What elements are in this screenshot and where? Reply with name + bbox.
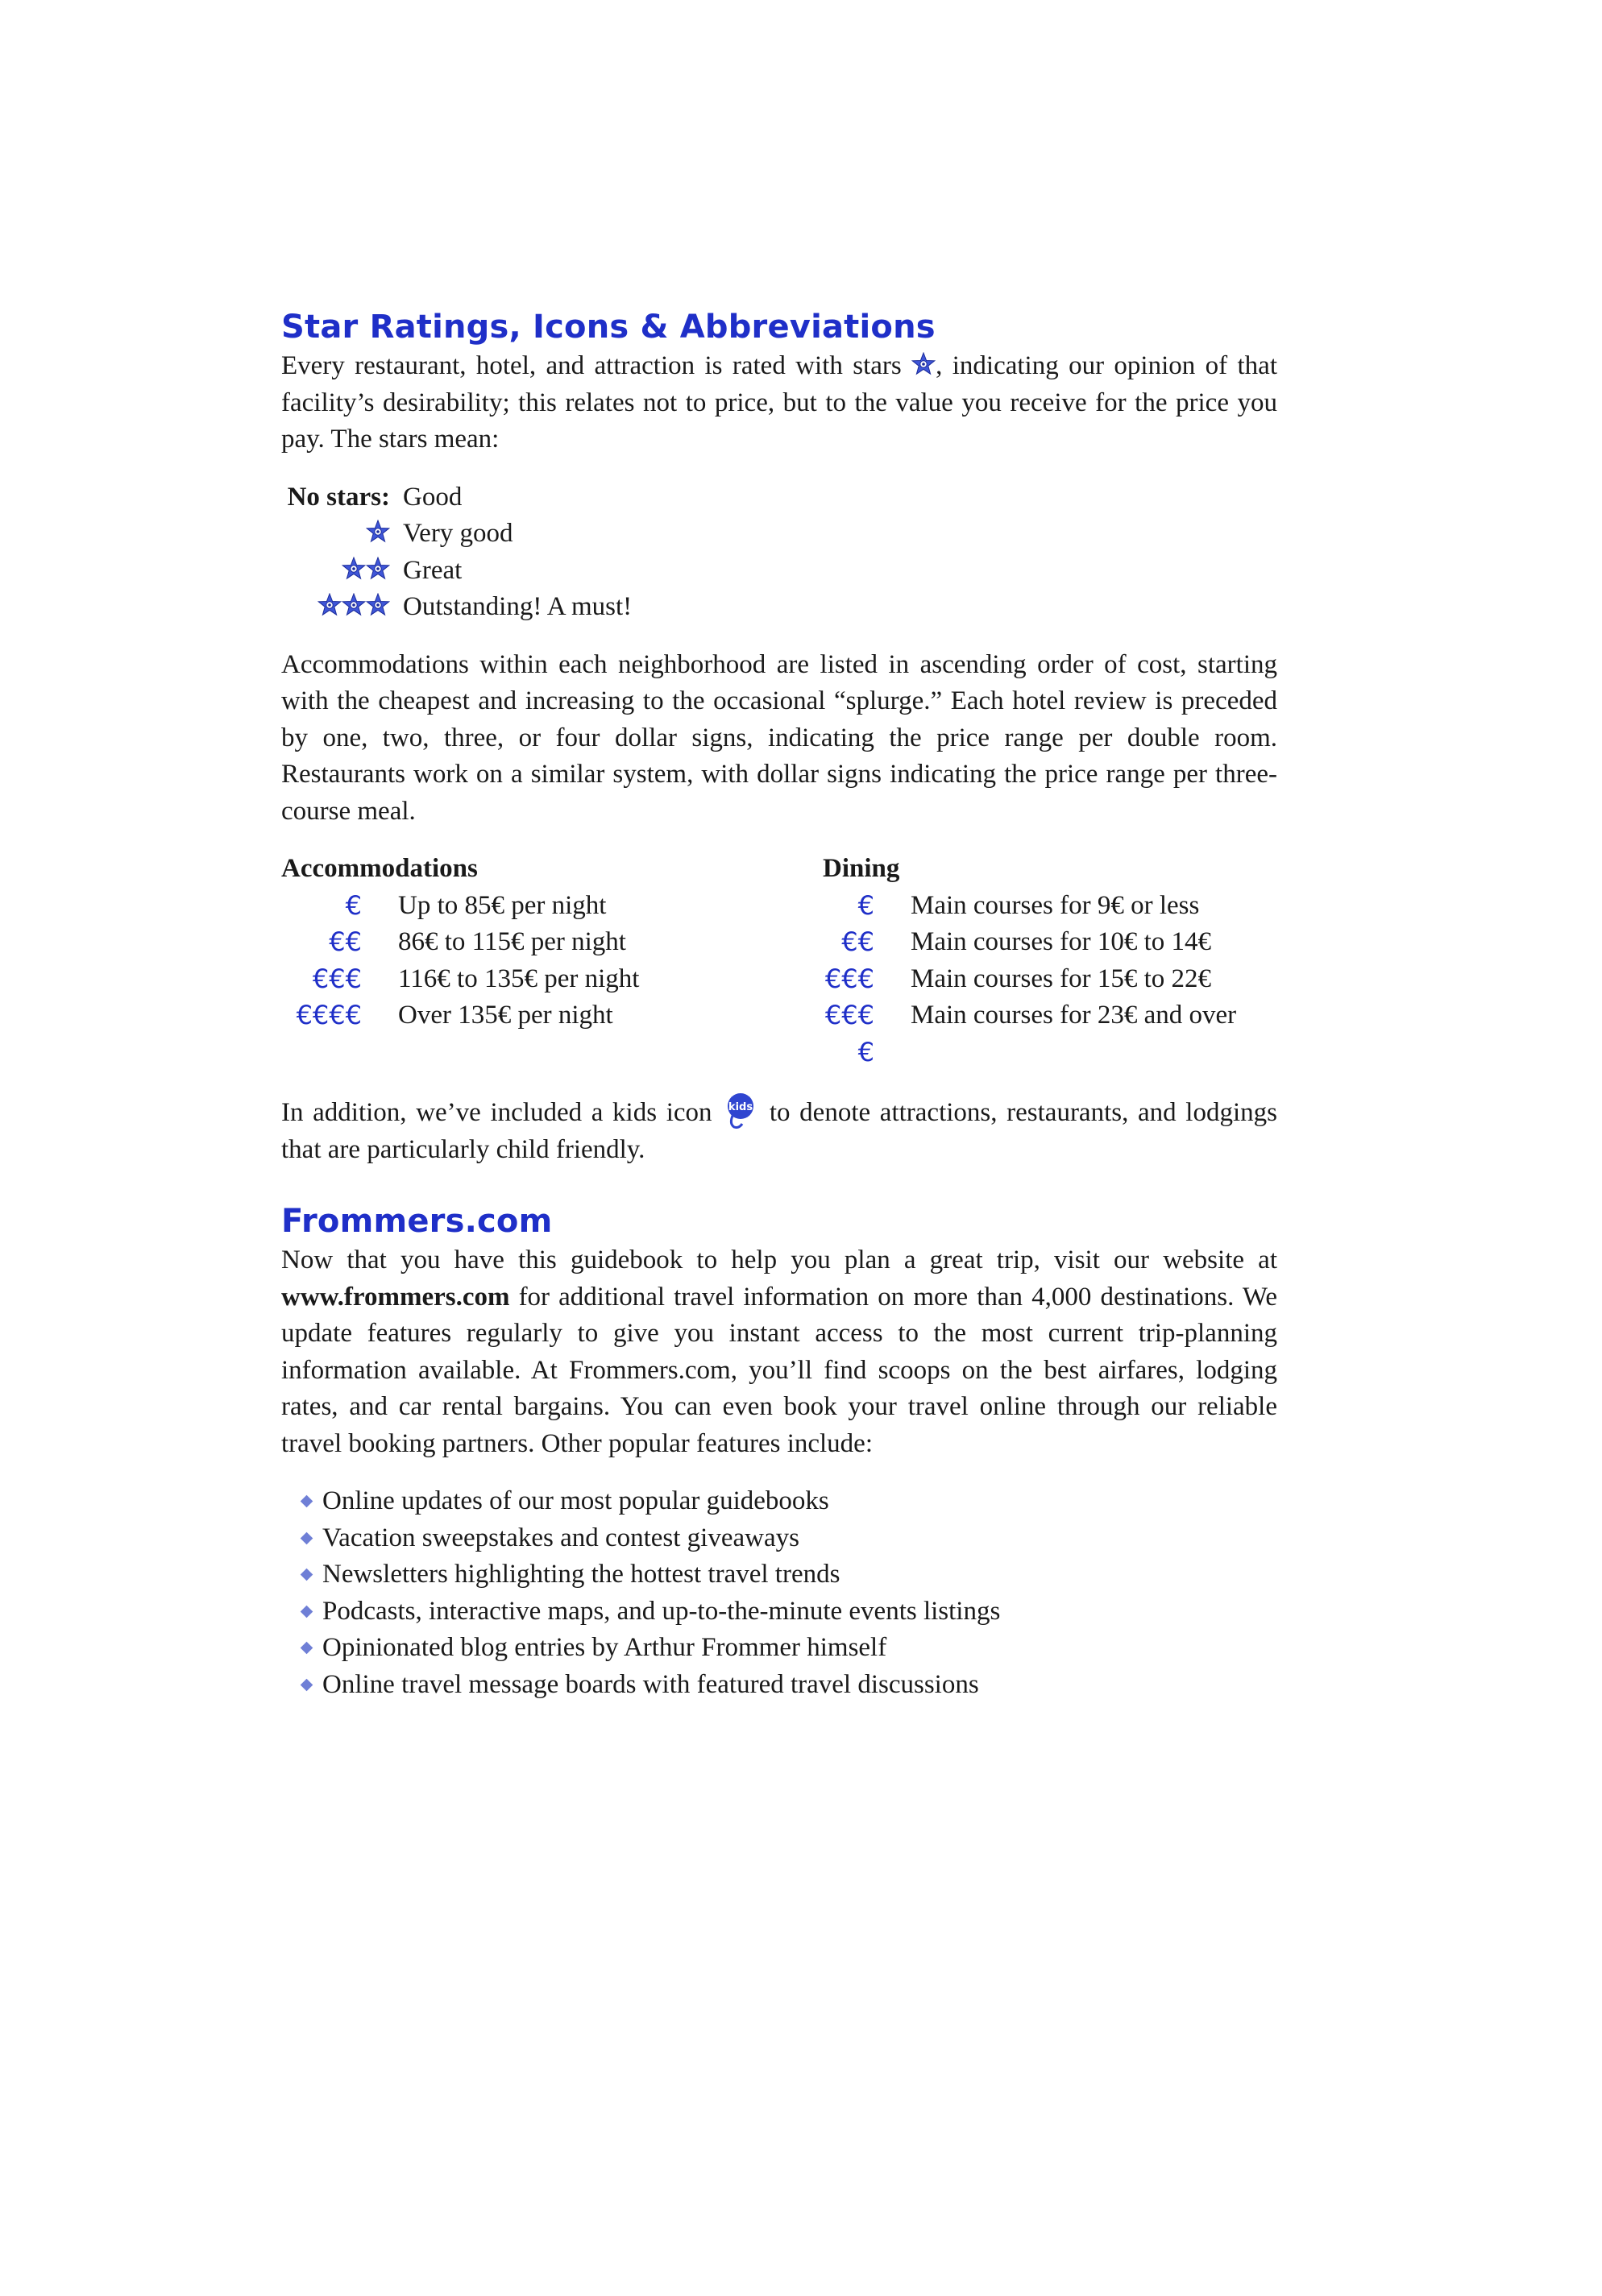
bullet-diamond-icon bbox=[301, 1531, 313, 1544]
bullet-diamond-icon bbox=[301, 1569, 313, 1581]
euro-symbol: € bbox=[857, 889, 874, 921]
euro-symbol: €€€€ bbox=[296, 1000, 362, 1030]
list-item: Vacation sweepstakes and contest giveaways bbox=[281, 1520, 1277, 1557]
price-row bbox=[823, 997, 1236, 1071]
bullet-diamond-icon bbox=[301, 1678, 313, 1691]
list-item: Online travel message boards with featured travel discussions bbox=[281, 1667, 1277, 1704]
price-text: 86€ to 115€ per night bbox=[398, 927, 626, 956]
price-text: 116€ to 135€ per night bbox=[398, 964, 640, 993]
dining-column bbox=[823, 851, 1236, 1071]
list-item: Online updates of our most popular guidebooks bbox=[281, 1483, 1277, 1520]
price-row bbox=[823, 888, 1236, 925]
rating-label: Good bbox=[403, 482, 463, 512]
price-legend bbox=[281, 851, 1277, 1071]
dining-heading: Dining bbox=[823, 854, 900, 883]
euro-symbol: €€€ bbox=[824, 963, 874, 994]
price-row bbox=[281, 924, 823, 961]
euro-symbol: €€€ bbox=[312, 963, 362, 994]
price-row bbox=[281, 888, 823, 925]
frommers-paragraph: Now that you have this guidebook to help you plan a great trip, visit our website at www.frommers.com for additional travel information on more than 4,000 destinations. We update features regularly to give you instant access to the most current trip-planning information available. At Frommers.com, you’ll find scoops on the best airfares, lodging rates, and car rental bargains. You can even book your travel online through our reliable travel booking partners. Other popular features include: bbox=[281, 1245, 1278, 1458]
accommodations-heading: Accommodations bbox=[281, 854, 478, 883]
euro-symbol: € bbox=[345, 889, 362, 921]
price-text: Main courses for 15€ to 22€ bbox=[911, 964, 1212, 993]
bullet-diamond-icon bbox=[301, 1495, 313, 1508]
euro-symbol: €€ bbox=[841, 926, 874, 957]
price-text: Main courses for 23€ and over bbox=[911, 1001, 1237, 1030]
accommodations-column bbox=[281, 851, 823, 1071]
rating-label: Outstanding! A must! bbox=[403, 592, 633, 621]
star-icon bbox=[366, 520, 390, 544]
price-text: Over 135€ per night bbox=[398, 1001, 613, 1030]
kids-icon-note: In addition, we’ve included a kids icon kids to denote attractions, restaurants, and lodgings that are particularly child friendly. bbox=[281, 1092, 1277, 1168]
star-icon bbox=[911, 352, 936, 376]
price-text: Main courses for 9€ or less bbox=[911, 890, 1200, 920]
list-item: Podcasts, interactive maps, and up-to-the-minute events listings bbox=[281, 1594, 1277, 1631]
price-row bbox=[281, 961, 823, 998]
page-content bbox=[281, 306, 1277, 1703]
euro-symbol: €€€€ bbox=[824, 1000, 874, 1067]
rating-label: Very good bbox=[403, 519, 513, 548]
bullet-diamond-icon bbox=[301, 1605, 313, 1618]
kids-icon-label: kids bbox=[728, 1101, 753, 1113]
price-text: Main courses for 10€ to 14€ bbox=[911, 927, 1212, 956]
star-icon bbox=[317, 593, 342, 617]
section-heading-ratings: Star Ratings, Icons & Abbreviations bbox=[281, 309, 936, 346]
ratings-intro: Every restaurant, hotel, and attraction is rated with stars , indicating our opinion of that facility’s desirability; this relates not to price, but to the value you receive for the price you pay. The stars mean: bbox=[281, 351, 1277, 454]
price-text: Up to 85€ per night bbox=[398, 890, 607, 920]
bullet-diamond-icon bbox=[301, 1642, 313, 1655]
star-icon bbox=[342, 593, 366, 617]
website-link[interactable]: www.frommers.com bbox=[281, 1282, 510, 1312]
price-row bbox=[823, 924, 1236, 961]
features-list bbox=[281, 1483, 1277, 1703]
star-ratings-legend bbox=[281, 479, 1277, 626]
rating-row bbox=[281, 479, 1277, 516]
list-item: Opinionated blog entries by Arthur Frommer himself bbox=[281, 1630, 1277, 1667]
rating-key: No stars: bbox=[287, 482, 390, 512]
price-row bbox=[823, 961, 1236, 998]
rating-row bbox=[281, 589, 1277, 626]
kids-icon bbox=[723, 1092, 758, 1129]
star-icon bbox=[366, 593, 390, 617]
star-icon bbox=[366, 557, 390, 581]
star-icon bbox=[342, 557, 366, 581]
section-heading-frommers: Frommers.com bbox=[281, 1203, 553, 1240]
rating-label: Great bbox=[403, 555, 463, 585]
euro-symbol: €€ bbox=[329, 926, 362, 957]
price-explanation: Accommodations within each neighborhood are listed in ascending order of cost, starting with the cheapest and increasing to the occasional “splurge.” Each hotel review is preceded by one, two, three, or four dollar signs, indicating the price range per double room. Restaurants work on a similar system, with dollar signs indicating the price range per three-course meal. bbox=[281, 649, 1277, 826]
rating-row bbox=[281, 553, 1277, 590]
rating-row bbox=[281, 516, 1277, 553]
price-row bbox=[281, 997, 823, 1034]
list-item: Newsletters highlighting the hottest travel trends bbox=[281, 1556, 1277, 1594]
